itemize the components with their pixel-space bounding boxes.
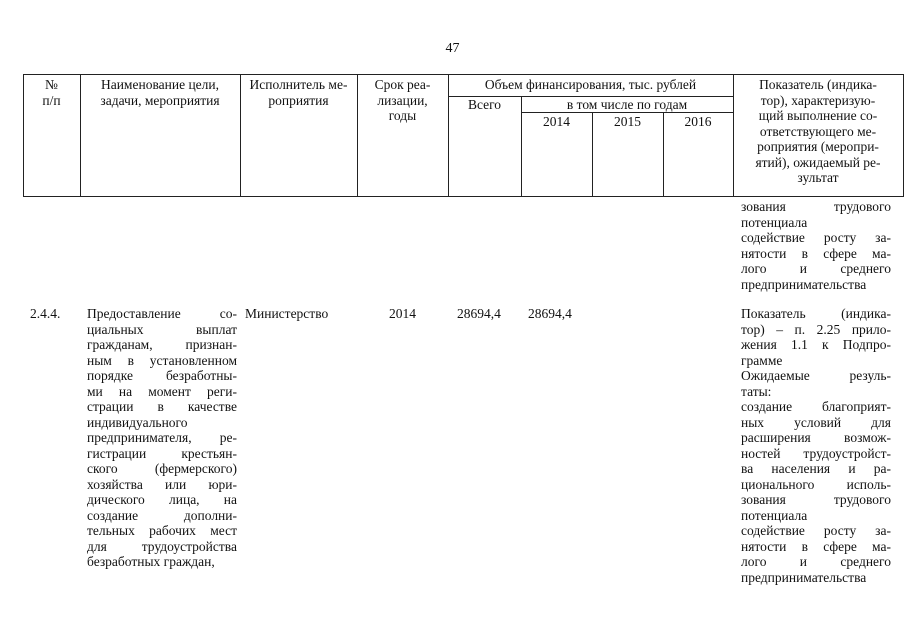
row-indicator-line: Ожидаемые резуль-	[741, 368, 891, 383]
row-name	[87, 306, 237, 570]
row-indicator	[741, 306, 891, 585]
header-year-2016: 2016	[684, 114, 712, 129]
header-term-line: Срок реа-	[374, 77, 431, 92]
row-indicator-line: потенциала	[741, 507, 808, 523]
row-indicator-line: ностей трудоустройст-	[741, 445, 891, 461]
row-indicator-line: Показатель (индика-	[741, 306, 891, 321]
table-header-bottom-border	[23, 196, 903, 197]
row-name-line: гистрации крестьян-	[87, 445, 237, 461]
row-indicator-line: расширения возмож-	[741, 430, 891, 445]
row-indicator-line: создание благоприят-	[741, 399, 891, 414]
header-num-line: №	[45, 77, 58, 92]
row-name-line: ского (фермерского)	[87, 461, 237, 476]
table-top-border	[23, 74, 903, 75]
row-indicator-line: предпринимательства	[741, 569, 867, 585]
header-term-line: годы	[388, 108, 417, 123]
row-indicator-line: содействие росту за-	[741, 523, 891, 538]
indicator-line: зования трудового	[741, 199, 891, 214]
header-indicator-line: ответствующего ме-	[759, 123, 877, 139]
border-right	[903, 74, 904, 197]
row-indicator-line: зования трудового	[741, 492, 891, 507]
header-total: Всего	[467, 97, 502, 112]
header-year-2015: 2015	[614, 114, 641, 129]
header-name	[80, 77, 240, 108]
header-indicator	[733, 77, 903, 186]
row-name-line: Предоставление со-	[87, 306, 237, 321]
indicator-line: нятости в сфере ма-	[741, 245, 891, 261]
header-num-line: п/п	[42, 92, 61, 108]
header-years: в том числе по годам	[566, 97, 688, 112]
row-name-line: тельных рабочих мест	[87, 523, 237, 538]
row-indicator-line: нятости в сфере ма-	[741, 538, 891, 554]
header-executor-line: Исполнитель ме-	[249, 77, 348, 92]
header-term-line: лизации,	[377, 92, 428, 108]
row-name-line: порядке безработны-	[87, 368, 237, 383]
row-indicator-line: таты:	[741, 383, 772, 399]
indicator-line: потенциала	[741, 214, 808, 230]
row-indicator-line: грамме	[741, 352, 783, 368]
row-term: 2014	[389, 306, 416, 321]
row-indicator-line: ва населения и ра-	[741, 461, 891, 476]
row-name-line: ми на момент реги-	[87, 383, 237, 399]
row-executor: Министерство	[245, 306, 329, 321]
row-name-line: индивидуального	[87, 414, 188, 430]
header-financing: Объем финансирования, тыс. рублей	[484, 77, 697, 92]
header-indicator-line: тор), характеризую-	[760, 92, 876, 108]
header-term	[357, 77, 448, 124]
row-name-line: гражданам, признан-	[87, 337, 237, 352]
page-number: 47	[445, 41, 460, 56]
row-name-line: безработных граждан,	[87, 554, 215, 569]
header-num	[23, 77, 80, 108]
row-number: 2.4.4.	[30, 306, 61, 321]
row-indicator-line: тор) – п. 2.25 прило-	[741, 321, 891, 337]
header-executor	[240, 77, 357, 108]
header-indicator-line: зультат	[797, 170, 839, 185]
row-name-line: предпринимателя, ре-	[87, 430, 237, 445]
indicator-line: лого и среднего	[741, 261, 891, 276]
row-2014: 28694,4	[528, 306, 572, 321]
indicator-line: содействие росту за-	[741, 230, 891, 245]
row-name-line: для трудоустройства	[87, 538, 237, 554]
row-total: 28694,4	[457, 306, 501, 321]
indicator-continuation	[741, 199, 891, 292]
row-indicator-line: ных условий для	[741, 414, 891, 430]
row-name-line: страции в качестве	[87, 399, 237, 414]
header-indicator-line: щий выполнение со-	[758, 108, 878, 123]
header-indicator-line: ятий), ожидаемый ре-	[755, 154, 881, 170]
row-name-line: ным в установленном	[87, 352, 237, 368]
row-name-line: дического лица, на	[87, 492, 237, 507]
header-executor-line: роприятия	[268, 92, 329, 108]
indicator-line: предпринимательства	[741, 276, 867, 292]
row-indicator-line: жения 1.1 к Подпро-	[741, 337, 891, 352]
header-year-2014: 2014	[543, 114, 570, 129]
header-indicator-line: роприятия (меропри-	[757, 139, 879, 154]
header-name-line: Наименование цели,	[100, 77, 220, 92]
row-indicator-line: ционального исполь-	[741, 476, 891, 492]
row-indicator-line: лого и среднего	[741, 554, 891, 569]
row-name-line: циальных выплат	[87, 321, 237, 337]
header-name-line: задачи, мероприятия	[100, 92, 220, 108]
row-name-line: хозяйства или юри-	[87, 476, 237, 492]
header-indicator-line: Показатель (индика-	[759, 77, 877, 92]
row-name-line: создание дополни-	[87, 507, 237, 523]
